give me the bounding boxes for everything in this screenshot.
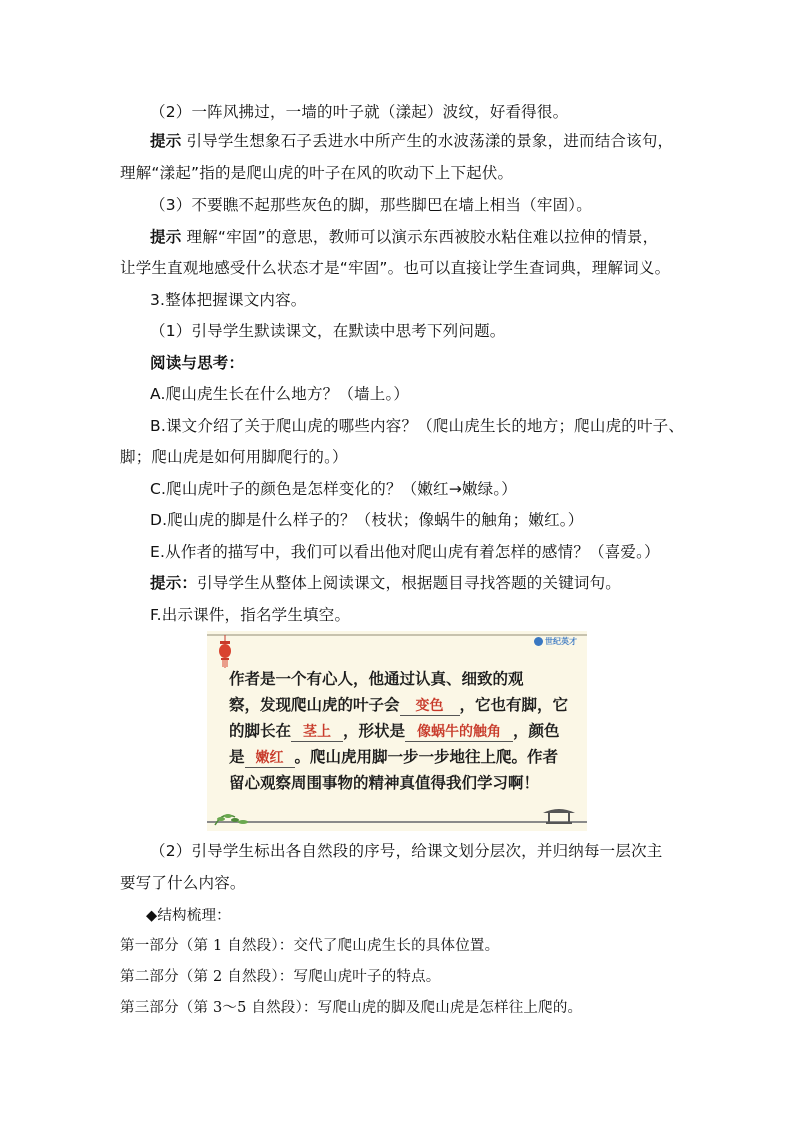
question-b: B.课文介绍了关于爬山虎的哪些内容？（爬山虎生长的地方；爬山虎的叶子、 bbox=[150, 417, 685, 435]
grass-plant-icon bbox=[213, 805, 253, 827]
paragraph-example-3: （3）不要瞧不起那些灰色的脚，那些脚巴在墙上相当（牢固）。 bbox=[150, 196, 592, 214]
structure-heading: ◆结构梳理： bbox=[146, 908, 231, 924]
hint-label: 提示 bbox=[150, 228, 182, 246]
hint-paragraph-3: 提示：引导学生从整体上阅读课文，根据题目寻找答题的关键词句。 bbox=[150, 574, 622, 592]
structure-item-1: 第一部分（第 1 自然段）：交代了爬山虎生长的具体位置。 bbox=[120, 938, 500, 954]
question-c: C.爬山虎叶子的颜色是怎样变化的？（嫩红→嫩绿。） bbox=[150, 480, 517, 498]
reading-thinking-heading: 阅读与思考： bbox=[150, 354, 245, 372]
question-a: A.爬山虎生长在什么地方？（墙上。） bbox=[150, 385, 410, 403]
paragraph-example-2: （2）一阵风拂过，一墙的叶子就（漾起）波纹，好看得很。 bbox=[150, 103, 569, 121]
fill-blank-1: 变色 bbox=[400, 697, 460, 716]
question-b-cont: 脚；爬山虎是如何用脚爬行的。） bbox=[120, 448, 348, 466]
slide-top-border bbox=[207, 634, 587, 636]
question-d: D.爬山虎的脚是什么样子的？（枝状；像蜗牛的触角；嫩红。） bbox=[150, 511, 584, 529]
slide-line-1: 作者是一个有心人，他通过认真、细致的观 bbox=[229, 670, 524, 688]
question-f: F.出示课件，指名学生填空。 bbox=[150, 606, 351, 624]
step-2: （2）引导学生标出各自然段的序号，给课文划分层次，并归纳每一层次主 bbox=[150, 842, 663, 860]
hint-paragraph-2-cont: 让学生直观地感受什么状态才是“牢固”。也可以直接让学生查词典，理解词义。 bbox=[120, 259, 671, 277]
hint-paragraph-1: 提示 引导学生想象石子丢进水中所产生的水波荡漾的景象，进而结合该句， bbox=[150, 132, 674, 150]
courseware-slide-image bbox=[207, 631, 587, 831]
hint-label: 提示： bbox=[150, 574, 198, 592]
slide-line-2: 察，发现爬山虎的叶子会 变色 ，它也有脚，它 bbox=[229, 696, 569, 714]
fill-blank-2: 茎上 bbox=[291, 723, 343, 742]
slide-ground-line bbox=[207, 821, 587, 823]
step-1: （1）引导学生默读课文，在默读中思考下列问题。 bbox=[150, 322, 506, 340]
lantern-icon bbox=[217, 635, 233, 669]
hint-paragraph-2: 提示 理解“牢固”的意思，教师可以演示东西被胶水粘住难以拉伸的情景， bbox=[150, 228, 659, 246]
slide-line-3: 的脚长在 茎上 ，形状是 像蜗牛的触角 ，颜色 bbox=[229, 722, 560, 740]
slide-line-5: 留心观察周围事物的精神真值得我们学习啊！ bbox=[229, 774, 540, 792]
section-heading-3: 3.整体把握课文内容。 bbox=[150, 291, 307, 309]
slide-line-4: 是 嫩红 。爬山虎用脚一步一步地往上爬。作者 bbox=[229, 748, 559, 766]
pavilion-icon bbox=[541, 805, 577, 825]
publisher-logo: 世纪英才 bbox=[534, 636, 577, 647]
fill-blank-3: 像蜗牛的触角 bbox=[405, 723, 513, 742]
structure-item-2: 第二部分（第 2 自然段）：写爬山虎叶子的特点。 bbox=[120, 969, 441, 985]
step-2-cont: 要写了什么内容。 bbox=[120, 874, 246, 892]
logo-icon bbox=[534, 637, 543, 646]
hint-paragraph-1-cont: 理解“漾起”指的是爬山虎的叶子在风的吹动下上下起伏。 bbox=[120, 164, 514, 182]
fill-blank-4: 嫩红 bbox=[245, 749, 295, 768]
hint-label: 提示 bbox=[150, 132, 182, 150]
question-e: E.从作者的描写中，我们可以看出他对爬山虎有着怎样的感情？（喜爱。） bbox=[150, 543, 660, 561]
structure-item-3: 第三部分（第 3～5 自然段）：写爬山虎的脚及爬山虎是怎样往上爬的。 bbox=[120, 1000, 583, 1016]
